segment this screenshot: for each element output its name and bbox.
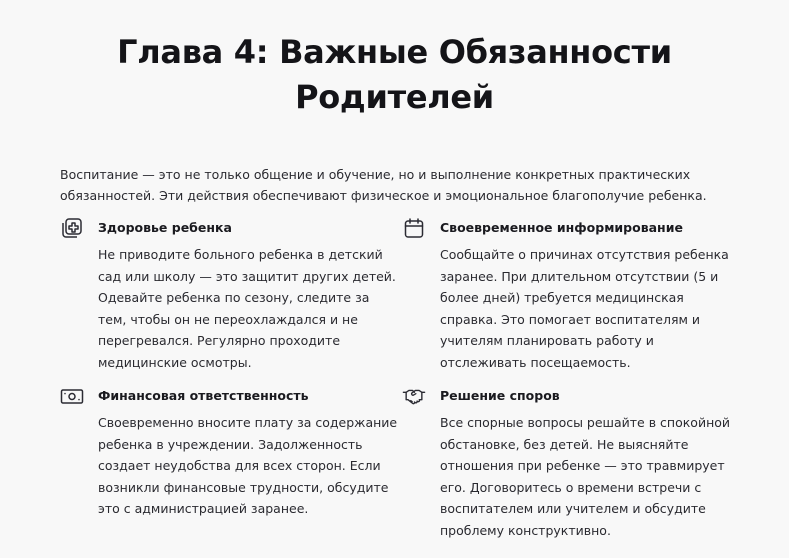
banknote-icon bbox=[60, 384, 84, 408]
card-timely-notification bbox=[402, 216, 732, 373]
handshake-icon bbox=[402, 384, 426, 408]
card-header bbox=[402, 216, 732, 240]
page-title: Глава 4: Важные Обязанности Родителей bbox=[117, 33, 672, 116]
card-text: Сообщайте о причинах отсутствия ребенка заранее. При длительном отсутствии (5 и более дней) требуется медицинская справка. Это помогает воспитателям и учителям планировать работу и отслеживать посещаемость. bbox=[440, 247, 729, 370]
card-title: Здоровье ребенка bbox=[98, 220, 232, 235]
card-title: Своевременное информирование bbox=[440, 220, 683, 235]
card-header bbox=[402, 384, 732, 408]
card-text: Своевременно вносите плату за содержание ребенка в учреждении. Задолженность создает неудобства для всех сторон. Если возникли финансовые трудности, обсудите это с администрацией заранее. bbox=[98, 415, 398, 516]
card-child-health bbox=[60, 216, 396, 373]
card-header bbox=[60, 216, 390, 240]
card-dispute-resolution bbox=[402, 384, 732, 541]
card-text: Не приводите больного ребенка в детский сад или школу — это защитит других детей. Одевайте ребенка по сезону, следите за тем, чтобы он не переохлаждался и не перегревался. Регулярно проходите медицинские осмотры. bbox=[98, 247, 396, 370]
calendar-icon bbox=[402, 216, 426, 240]
card-header bbox=[60, 384, 390, 408]
card-financial-responsibility bbox=[60, 384, 398, 520]
intro-paragraph: Воспитание — это не только общение и обучение, но и выполнение конкретных практических обязанностей. Эти действия обеспечивают физическое и эмоциональное благополучие ребенка. bbox=[60, 167, 707, 203]
medical-cross-icon bbox=[60, 216, 84, 240]
card-text: Все спорные вопросы решайте в спокойной обстановке, без детей. Не выясняйте отношения при ребенке — это травмирует его. Договоритесь о времени встречи с воспитателем или учителем и обсудите проблему конструктивно. bbox=[440, 415, 731, 538]
card-title: Решение споров bbox=[440, 388, 560, 403]
card-title: Финансовая ответственность bbox=[98, 388, 309, 403]
